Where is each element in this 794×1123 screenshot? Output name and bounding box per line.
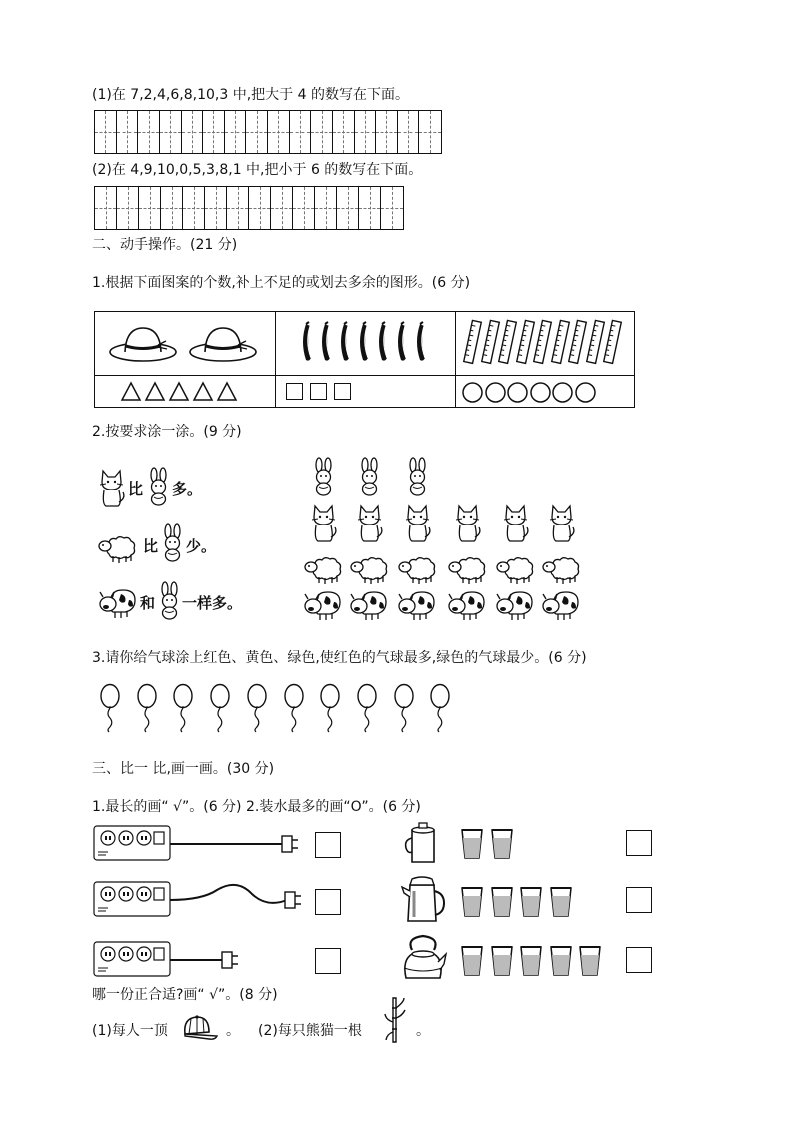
triangle-icon <box>193 382 213 401</box>
sheep-icon <box>449 553 489 585</box>
sun-hat-icon <box>108 324 178 364</box>
banana-icon <box>376 322 390 364</box>
triangle-icon <box>217 382 237 401</box>
grid-cell[interactable] <box>419 111 441 153</box>
cat-icon <box>452 503 482 543</box>
cow-icon <box>350 588 390 622</box>
grid-cell[interactable] <box>225 111 247 153</box>
ruler-icon <box>589 320 605 366</box>
rabbit-icon <box>157 524 187 564</box>
q3-3-prompt: 哪一份正合适?画“ √”。(8 分) <box>92 987 278 1003</box>
section-3-heading: 三、比一 比,画一画。(30 分) <box>92 761 275 777</box>
cow-icon <box>99 586 139 620</box>
cup-icon <box>490 826 514 860</box>
answer-box-strip-3[interactable] <box>315 948 341 974</box>
sun-hat-icon <box>188 324 258 364</box>
grid-cell[interactable] <box>183 187 205 229</box>
cat-icon <box>546 503 576 543</box>
cat-icon <box>308 503 338 543</box>
cat-icon <box>96 468 126 508</box>
rabbit-icon <box>154 582 184 622</box>
square-icon <box>310 383 327 400</box>
grid-cell[interactable] <box>293 187 315 229</box>
sheep-icon <box>99 532 139 564</box>
grid-cell[interactable] <box>117 187 139 229</box>
balloon-icon <box>430 684 450 734</box>
table-col-divider-1 <box>275 311 276 408</box>
grid-cell[interactable] <box>160 111 182 153</box>
answer-box-cups-2[interactable] <box>626 887 652 913</box>
circle-icon <box>507 382 528 403</box>
answer-box-strip-2[interactable] <box>315 889 341 915</box>
answer-box-cups-1[interactable] <box>626 830 652 856</box>
cap-icon <box>181 1014 219 1042</box>
balloon-icon <box>394 684 414 734</box>
grid-cell[interactable] <box>182 111 204 153</box>
balloon-icon <box>137 684 157 734</box>
grid-cell[interactable] <box>359 187 381 229</box>
grid-cell[interactable] <box>138 111 160 153</box>
grid-cell[interactable] <box>95 187 117 229</box>
sheep-icon <box>543 553 583 585</box>
cat-icon <box>402 503 432 543</box>
cat-icon <box>354 503 384 543</box>
ruler-icon <box>606 320 622 366</box>
cup-icon <box>519 884 543 918</box>
table-row-divider <box>94 375 635 376</box>
ruler-icon <box>466 320 482 366</box>
q3-3b-tail: 。 <box>416 1023 430 1039</box>
cat-icon <box>500 503 530 543</box>
circle-icon <box>462 382 483 403</box>
balloon-icon <box>320 684 340 734</box>
rule-1-word: 比 <box>128 480 144 498</box>
banana-icon <box>395 322 409 364</box>
grid-cell[interactable] <box>315 187 337 229</box>
bamboo-icon <box>384 996 406 1044</box>
cow-icon <box>448 588 488 622</box>
circle-icon <box>552 382 573 403</box>
rule-1-tail: 多。 <box>172 480 203 498</box>
power-strip-icon <box>92 824 292 864</box>
cup-icon <box>490 884 514 918</box>
triangle-icon <box>121 382 141 401</box>
ruler-icon <box>519 320 535 366</box>
square-icon <box>334 383 351 400</box>
cup-icon <box>490 943 514 977</box>
sheep-icon <box>399 553 439 585</box>
q1-number-prompt: (1)在 7,2,4,6,8,10,3 中,把大于 4 的数写在下面。 <box>92 87 409 103</box>
balloon-icon <box>210 684 230 734</box>
writing-grid-1[interactable] <box>94 110 442 154</box>
circle-icon <box>530 382 551 403</box>
q3-3a-prompt: (1)每人一顶 <box>92 1023 168 1039</box>
q2-2-prompt: 2.按要求涂一涂。(9 分) <box>92 424 242 440</box>
banana-icon <box>414 322 428 364</box>
q2-1-prompt: 1.根据下面图案的个数,补上不足的或划去多余的图形。(6 分) <box>92 275 471 291</box>
banana-icon <box>300 322 314 364</box>
cow-icon <box>496 588 536 622</box>
cup-icon <box>578 943 602 977</box>
kettle-icon <box>400 877 446 925</box>
grid-cell[interactable] <box>205 187 227 229</box>
circle-icon <box>575 382 596 403</box>
cow-icon <box>398 588 438 622</box>
grid-cell[interactable] <box>271 187 293 229</box>
sheep-icon <box>497 553 537 585</box>
cup-icon <box>549 884 573 918</box>
grid-cell[interactable] <box>246 111 268 153</box>
rabbit-icon <box>308 458 338 498</box>
rabbit-icon <box>402 458 432 498</box>
rule-2-tail: 少。 <box>186 537 217 555</box>
grid-cell[interactable] <box>333 111 355 153</box>
triangle-icon <box>145 382 165 401</box>
grid-cell[interactable] <box>381 187 403 229</box>
ruler-icon <box>501 320 517 366</box>
grid-cell[interactable] <box>95 111 117 153</box>
q3-1-prompt: 1.最长的画“ √”。(6 分) 2.装水最多的画“O”。(6 分) <box>92 799 421 815</box>
grid-cell[interactable] <box>139 187 161 229</box>
rule-3-word: 和 <box>140 594 156 612</box>
section-2-heading: 二、动手操作。(21 分) <box>92 237 238 253</box>
cup-icon <box>549 943 573 977</box>
power-strip-icon <box>92 880 292 920</box>
ruler-icon <box>484 320 500 366</box>
triangle-icon <box>169 382 189 401</box>
kettle-icon <box>398 934 448 982</box>
grid-cell[interactable] <box>227 187 249 229</box>
answer-box-cups-3[interactable] <box>626 947 652 973</box>
q2-3-prompt: 3.请你给气球涂上红色、黄色、绿色,使红色的气球最多,绿色的气球最少。(6 分) <box>92 650 587 666</box>
q2-number-prompt: (2)在 4,9,10,0,5,3,8,1 中,把小于 6 的数写在下面。 <box>92 162 423 178</box>
balloon-icon <box>284 684 304 734</box>
ruler-icon <box>554 320 570 366</box>
cup-icon <box>519 943 543 977</box>
sheep-icon <box>305 553 345 585</box>
circle-icon <box>485 382 506 403</box>
grid-cell[interactable] <box>249 187 271 229</box>
q3-3a-tail: 。 <box>226 1023 240 1039</box>
grid-cell[interactable] <box>376 111 398 153</box>
table-col-divider-2 <box>455 311 456 408</box>
grid-cell[interactable] <box>398 111 420 153</box>
banana-icon <box>319 322 333 364</box>
power-strip-icon <box>92 940 292 980</box>
grid-cell[interactable] <box>268 111 290 153</box>
rabbit-icon <box>143 468 173 508</box>
balloon-icon <box>100 684 120 734</box>
answer-box-strip-1[interactable] <box>315 832 341 858</box>
grid-cell[interactable] <box>337 187 359 229</box>
grid-cell[interactable] <box>203 111 225 153</box>
grid-cell[interactable] <box>117 111 139 153</box>
balloon-icon <box>173 684 193 734</box>
grid-cell[interactable] <box>161 187 183 229</box>
rule-3-tail: 一样多。 <box>182 594 243 612</box>
balloon-icon <box>357 684 377 734</box>
rule-2-word: 比 <box>143 537 159 555</box>
ruler-icon <box>571 320 587 366</box>
banana-icon <box>357 322 371 364</box>
rabbit-icon <box>354 458 384 498</box>
square-icon <box>286 383 303 400</box>
ruler-icon <box>536 320 552 366</box>
balloon-icon <box>247 684 267 734</box>
grid-cell[interactable] <box>290 111 312 153</box>
grid-cell[interactable] <box>311 111 333 153</box>
cup-icon <box>460 884 484 918</box>
grid-cell[interactable] <box>355 111 377 153</box>
cow-icon <box>542 588 582 622</box>
mug-pot-icon <box>404 822 444 864</box>
sheep-icon <box>351 553 391 585</box>
cup-icon <box>460 826 484 860</box>
cow-icon <box>304 588 344 622</box>
cup-icon <box>460 943 484 977</box>
writing-grid-2[interactable] <box>94 186 404 230</box>
q3-3b-prompt: (2)每只熊猫一根 <box>258 1023 362 1039</box>
banana-icon <box>338 322 352 364</box>
